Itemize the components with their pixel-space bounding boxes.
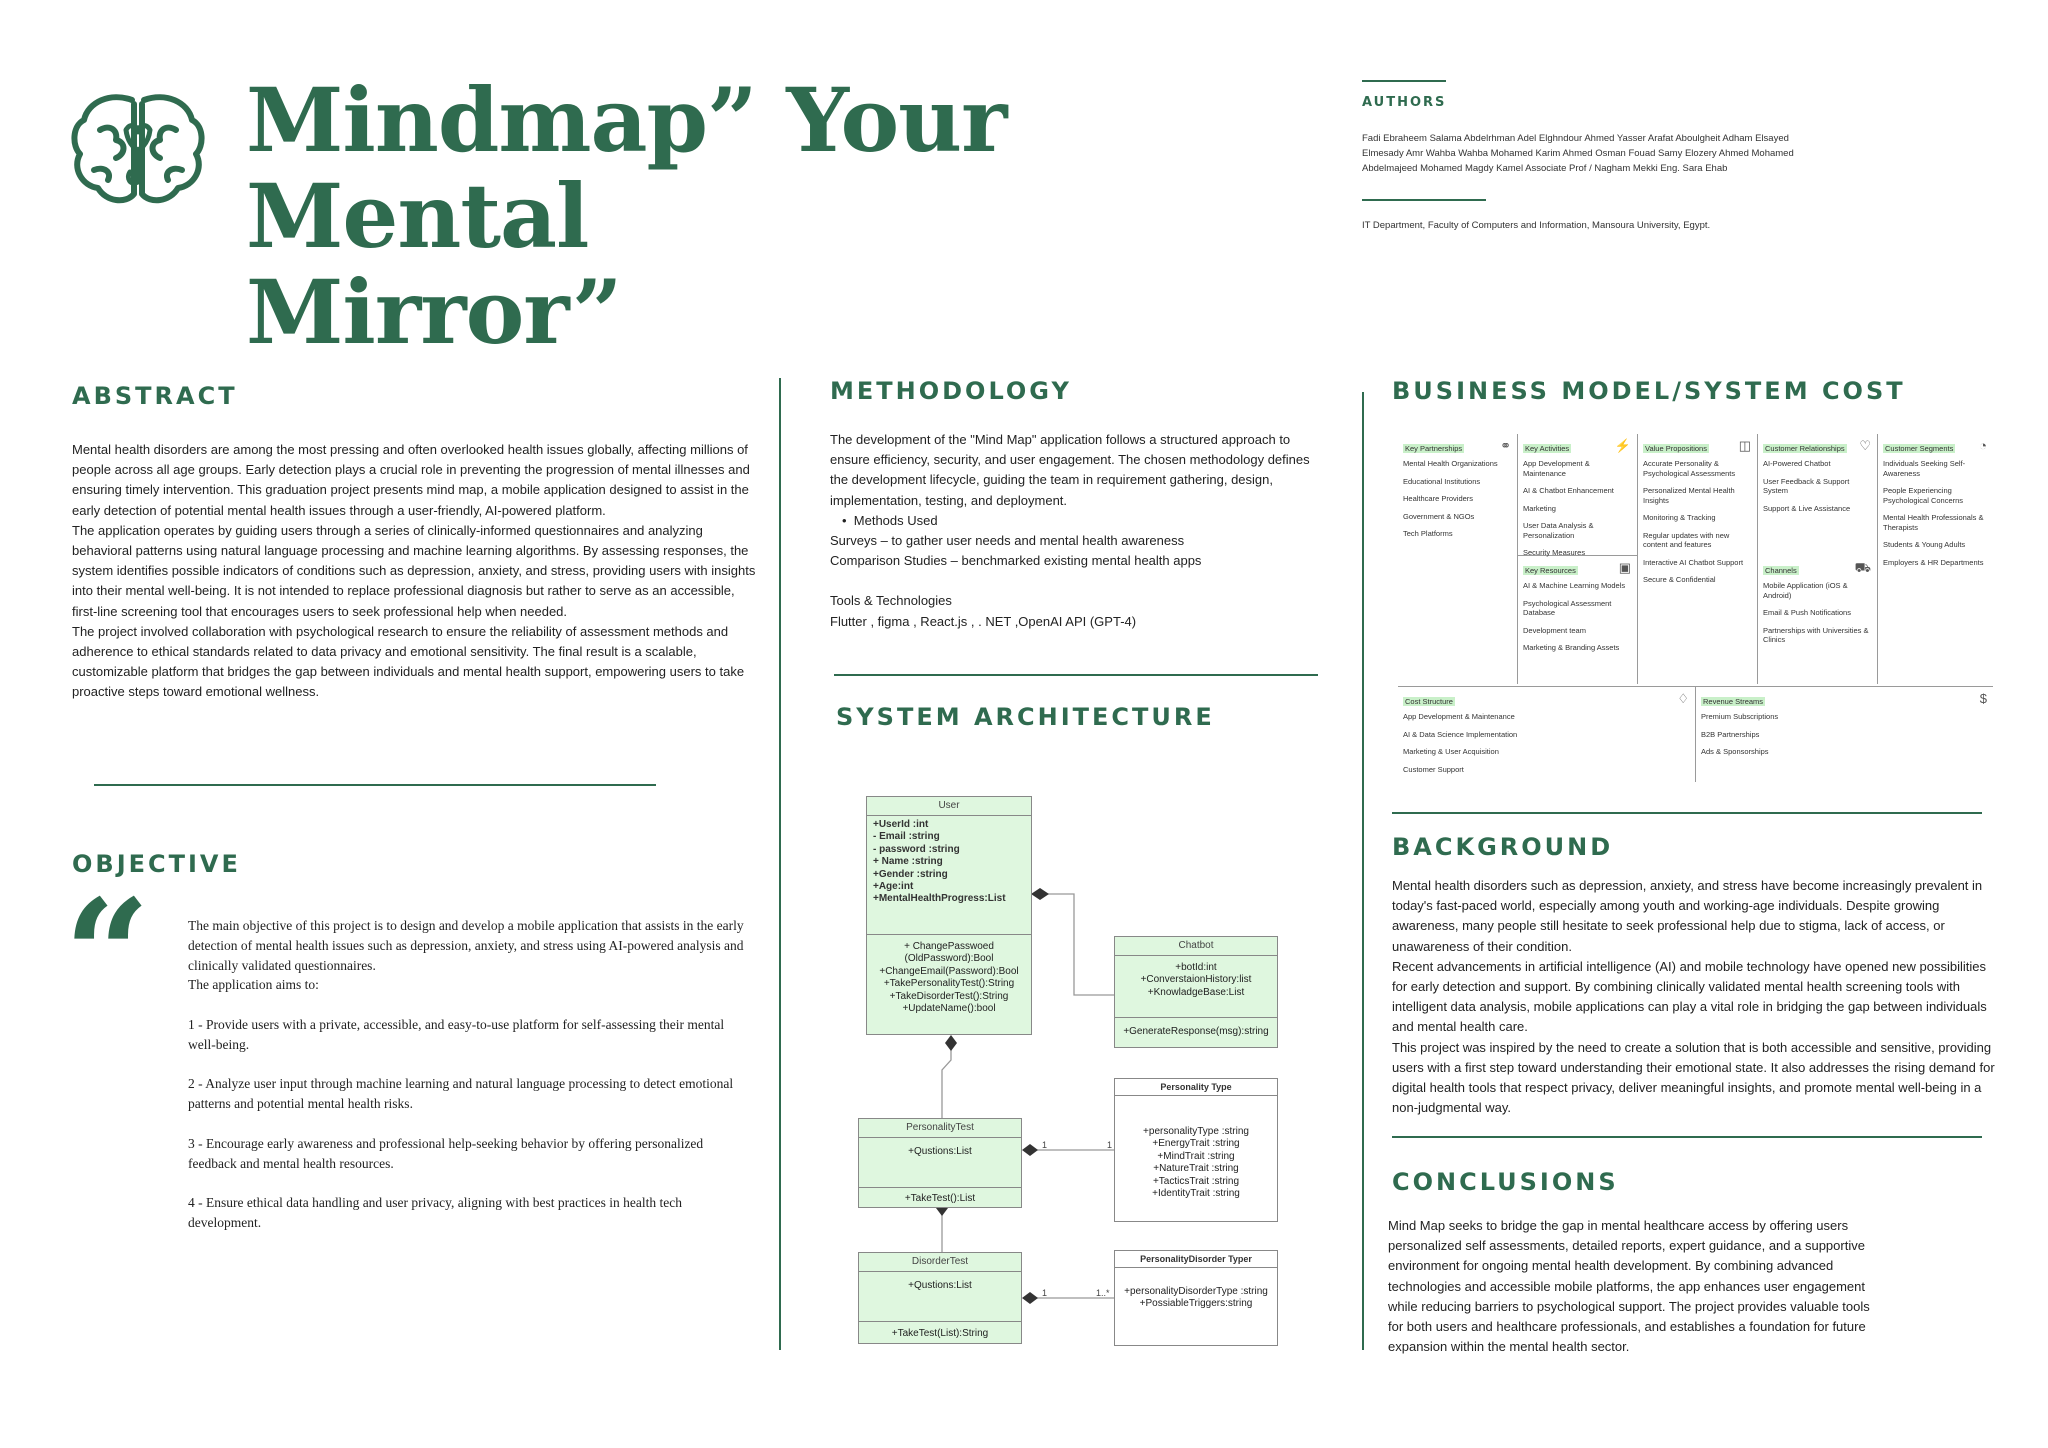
lightning-icon: ⚡ [1614,438,1631,453]
column-divider-right [1362,392,1364,1350]
bmc-item: Tech Platforms [1403,529,1453,538]
authors-line: Fadi Ebraheem Salama Abdelrhman Adel Elghndour Ahmed Yasser Arafat Aboulgheit Adham Elsayed [1362,133,1789,144]
bmc-cost-structure [1398,687,1696,782]
affiliation: IT Department, Faculty of Computers and Information, Mansoura University, Egypt. [1362,220,1711,231]
bmc-item: Mobile Application (iOS & Android) [1763,581,1848,600]
methodology-heading: METHODOLOGY [830,377,1072,405]
bmc-item: AI-Powered Chatbot [1763,459,1831,468]
bmc-key-partnerships [1398,434,1518,684]
business-model-canvas [1398,434,1993,782]
bmc-item: Individuals Seeking Self-Awareness [1883,459,1966,478]
quote-mark-icon: “ [64,867,151,1043]
methodology-line: Surveys – to gather user needs and mental health awareness [830,533,1185,549]
truck-icon: ⛟ [1854,560,1871,575]
conclusions-heading: CONCLUSIONS [1392,1168,1619,1196]
authors-top-rule [1362,80,1446,82]
affiliation-rule [1362,199,1486,201]
methodology-paragraph: The development of the "Mind Map" application follows a structured approach to ensure efficiency, security, and user engagement. The chosen methodology defines the development lifecycle, guiding the team in requirement gathering, design, implementation, testing, and deployment. [830,432,1310,508]
bmc-customer-relationships [1758,434,1878,556]
background-paragraph: Mental health disorders such as depression, anxiety, and stress have become increasingly prevalent in today's fast-paced world, especially among youth and working-age individuals. Despite growing awareness, many people still hesitate to seek professional help due to stigma, lack of access, or unawareness of their condition. [1392,878,1983,954]
bmc-item: Security Measures [1523,548,1586,557]
tag-icon: ♢ [1677,691,1689,706]
bmc-item: Monitoring & Tracking [1643,513,1716,522]
methodology-body [830,430,1320,632]
uml-class-disorder-test [858,1252,1022,1344]
bmc-item: AI & Data Science Implementation [1403,729,1518,739]
bmc-item: People Experiencing Psychological Concerns [1883,486,1964,505]
uml-class-personality-test [858,1118,1022,1208]
uml-multiplicity: 1..* [1096,1288,1110,1298]
bmc-item: AI & Machine Learning Models [1523,581,1626,590]
uml-operations: + ChangePasswoed (OldPassword):Bool +ChangeEmail(Password):Bool +TakePersonalityTest():String +TakeDisorderTest():String +UpdateName():bool [879,941,1019,1015]
abstract-body [72,440,760,703]
uml-operations: +TakeTest(List):String [891,1328,989,1339]
link-icon: ⚭ [1500,438,1511,453]
uml-multiplicity: 1 [1107,1140,1113,1150]
uml-attributes: +Qustions:List [908,1146,972,1157]
bmc-item: Partnerships with Universities & Clinics [1763,625,1869,644]
bmc-item: Development team [1523,625,1586,635]
uml-class-personality-type [1114,1078,1278,1222]
abstract-paragraph: Mental health disorders are among the most pressing and often overlooked health issues globally, affecting millions of people across all age groups. Early detection plays a crucial role in preventing the progression of mental illnesses and ensuring timely intervention. This graduation project presents mind map, a mobile application designed to assist in the early detection of potential mental health issues through a user-friendly, AI-powered platform. [72,442,750,518]
bmc-heading: Key Partnerships [1405,444,1463,453]
business-heading: BUSINESS MODEL/SYSTEM COST [1392,377,1906,405]
bmc-item: App Development & Maintenance [1403,712,1515,721]
abstract-rule [94,784,656,786]
bmc-heading: Cost Structure [1405,697,1453,706]
uml-class-title: PersonalityTest [859,1119,1021,1138]
conclusions-paragraph: Mind Map seeks to bridge the gap in mental healthcare access by offering users personalized self assessments, detailed reports, expert guidance, and a supportive environment for ongoing mental health development. By combining advanced technologies and accessible mobile platforms, the app enhances user engagement while reducing barriers to psychological support. The project provides valuable tools for both users and healthcare professionals, and establishes a foundation for future expansion within the mental health sector. [1388,1218,1870,1355]
bmc-item: App Development & Maintenance [1523,459,1590,478]
bmc-item: Accurate Personality & Psychological Assessments [1643,459,1736,478]
bmc-item: Marketing & Branding Assets [1523,643,1620,652]
business-rule [1392,812,1982,814]
bmc-item: User Feedback & Support System [1763,476,1850,495]
methodology-line: Comparison Studies – benchmarked existing mental health apps [830,553,1202,569]
bmc-item: B2B Partnerships [1701,729,1760,739]
conclusions-body [1388,1216,1878,1357]
aggregation-diamond [1022,1292,1038,1304]
bmc-item: Mental Health Professionals & Therapists [1883,513,1984,532]
background-heading: BACKGROUND [1392,833,1614,861]
bmc-item: Customer Support [1403,764,1464,774]
uml-attributes: +personalityType :string +EnergyTrait :string +MindTrait :string +NatureTrait :string +TacticsTrait :string +IdentityTrait :string [1143,1126,1249,1200]
abstract-paragraph: The project involved collaboration with psychological research to ensure the reliability of assessment methods and adherence to ethical standards related to data privacy and emotional sensitivity. The final result is a scalable, customizable platform that bridges the gap between individuals and mental health support, empowering users to take proactive steps toward emotional wellness. [72,623,745,700]
bmc-channels [1758,556,1878,684]
bmc-heading: Customer Relationships [1765,444,1845,453]
uml-class-title: DisorderTest [859,1253,1021,1272]
bmc-item: Interactive AI Chatbot Support [1643,557,1744,567]
aggregation-diamond [1031,888,1049,900]
bmc-item: Secure & Confidential [1643,575,1716,584]
bmc-heading: Key Activities [1525,444,1570,453]
uml-operations: +GenerateResponse(msg):string [1123,1026,1269,1037]
uml-class-disorder-type [1114,1250,1278,1346]
uml-operations: +TakeTest():List [904,1193,976,1204]
brain-logo [70,90,206,208]
bmc-item: Premium Subscriptions [1701,712,1779,721]
bmc-item: Psychological Assessment Database [1523,598,1612,617]
uml-class-title: Personality Type [1115,1079,1277,1096]
objective-body [188,916,744,1233]
pie-chart-icon: ◔ [1979,438,1987,453]
aggregation-diamond [1022,1144,1038,1156]
authors-heading: AUTHORS [1362,95,1447,110]
user-personality-link [942,1043,951,1118]
methodology-rule [834,674,1318,676]
objective-paragraph: The main objective of this project is to design and develop a mobile application that assists in the early detection of mental health issues such as depression, anxiety, and stress using AI-powered analysis and clinically validated questionnaires. [188,918,744,973]
bmc-item: Support & Live Assistance [1763,503,1851,513]
objective-paragraph: The application aims to: [188,977,319,993]
uml-multiplicity: 1 [1042,1288,1048,1298]
methods-bullet-label: Methods Used [853,512,938,528]
uml-attributes: +personalityDisorderType :string +PossiableTriggers:string [1124,1286,1268,1310]
objective-item: 2 - Analyze user input through machine learning and natural language processing to detect emotional patterns and potential mental health risks. [188,1076,734,1112]
bmc-heading: Key Resources [1525,566,1576,575]
objective-item: 1 - Provide users with a private, accessible, and easy-to-use platform for self-assessing their mental well-being. [188,1016,725,1052]
title-line-1: Mindmap” Your Mental [246,68,1007,268]
heart-icon: ♡ [1859,438,1871,453]
uml-class-user [866,796,1032,1035]
objective-heading: OBJECTIVE [72,850,241,878]
uml-multiplicity: 1 [1042,1140,1048,1150]
bmc-item: Personalized Mental Health Insights [1643,486,1735,505]
bmc-item: User Data Analysis & Personalization [1523,521,1594,540]
bmc-item: Employers & HR Departments [1883,557,1984,567]
bmc-item: Ads & Sponsorships [1701,747,1769,756]
bmc-item: Healthcare Providers [1403,494,1474,503]
abstract-paragraph: The application operates by guiding users through a series of clinically-informed questionnaires and analyzing behavioral patterns using natural language processing and machine learning algorithms. By assessing responses, the system identifies possible indicators of conditions such as depression, anxiety, and stress, providing users with insights into their mental well-being. It is not intended to replace professional diagnosis but rather to serve as an accessible, first-line screening tool that encourages users to seek professional help when needed. [72,522,756,619]
bmc-item: Government & NGOs [1403,511,1475,521]
bmc-heading: Channels [1765,566,1797,575]
bmc-item: Educational Institutions [1403,476,1481,486]
bmc-item: Email & Push Notifications [1763,608,1851,617]
bmc-revenue-streams [1696,687,1993,782]
uml-class-chatbot [1114,936,1278,1048]
bmc-heading: Customer Segments [1885,444,1954,453]
background-body [1392,876,2002,1118]
uml-class-title: PersonalityDisorder Typer [1115,1251,1277,1268]
bmc-item: Regular updates with new content and features [1643,530,1730,549]
bmc-key-resources [1518,556,1638,684]
background-paragraph: Recent advancements in artificial intelligence (AI) and mobile technology have opened new possibilities for early detection and support. By combining clinically validated mental health screening tools with intelligent data analysis, mobile applications can play a vital role in bridging the gap between individuals and mental health care. [1392,958,1987,1035]
uml-attributes: +Qustions:List [908,1280,972,1291]
bmc-key-activities [1518,434,1638,556]
bmc-item: Mental Health Organizations [1403,459,1498,468]
title-line-2: Mirror” [246,260,622,364]
background-rule [1392,1136,1982,1138]
bmc-item: AI & Chatbot Enhancement [1523,486,1614,495]
abstract-heading: ABSTRACT [72,382,238,410]
bmc-item: Students & Young Adults [1883,540,1966,549]
bmc-heading: Revenue Streams [1703,697,1764,706]
brain-icon [70,90,206,208]
uml-attributes: +UserId :int - Email :string - password :string + Name :string +Gender :string +Age:int +MentalHealthProgress:List [873,819,1006,905]
uml-attributes: +botId:int +ConverstaionHistory:list +KnowladgeBase:List [1140,962,1252,998]
aggregation-diamond [945,1035,957,1051]
methodology-line: Flutter , figma , React.js , . NET ,OpenAI API (GPT-4) [830,613,1137,629]
objective-item: 4 - Ensure ethical data handling and user privacy, aligning with best practices in health tech development. [188,1195,682,1230]
bmc-item: Marketing [1523,503,1556,513]
factory-icon: ▣ [1618,560,1631,575]
gift-icon: ◫ [1738,438,1751,453]
column-divider-left [779,378,781,1350]
bmc-heading: Value Propositions [1645,444,1707,453]
bmc-value-propositions [1638,434,1758,684]
methods-bullet: • Methods Used [842,512,938,528]
uml-class-title: User [867,797,1031,816]
objective-item: 3 - Encourage early awareness and professional help-seeking behavior by offering personalized feedback and mental health resources. [188,1135,704,1171]
poster-title [246,68,1166,364]
authors-line: Elmesady Amr Wahba Wahba Mohamed Karim Ahmed Osman Fouad Samy Elozery Ahmed Mohamed [1362,148,1794,159]
architecture-heading: SYSTEM ARCHITECTURE [836,703,1215,731]
user-chatbot-link [1040,894,1114,995]
authors-list [1362,131,1882,176]
background-paragraph: This project was inspired by the need to create a solution that is both accessible and sensitive, providing users with a first step toward understanding their emotional state. It also addresses the rising demand for digital health tools that respect privacy, deliver meaningful insights, and promote mental well-being in a non-judgmental way. [1392,1039,1995,1116]
uml-diagram [850,790,1290,1350]
bmc-item: Marketing & User Acquisition [1403,747,1499,756]
money-bag-icon: $ [1979,691,1987,706]
bmc-customer-segments [1878,434,1993,684]
uml-class-title: Chatbot [1115,937,1277,956]
authors-line: Abdelmajeed Mohamed Magdy Kamel Associate Prof / Nagham Mekki Eng. Sara Ehab [1362,163,1728,174]
methodology-line: Tools & Technologies [830,593,952,609]
